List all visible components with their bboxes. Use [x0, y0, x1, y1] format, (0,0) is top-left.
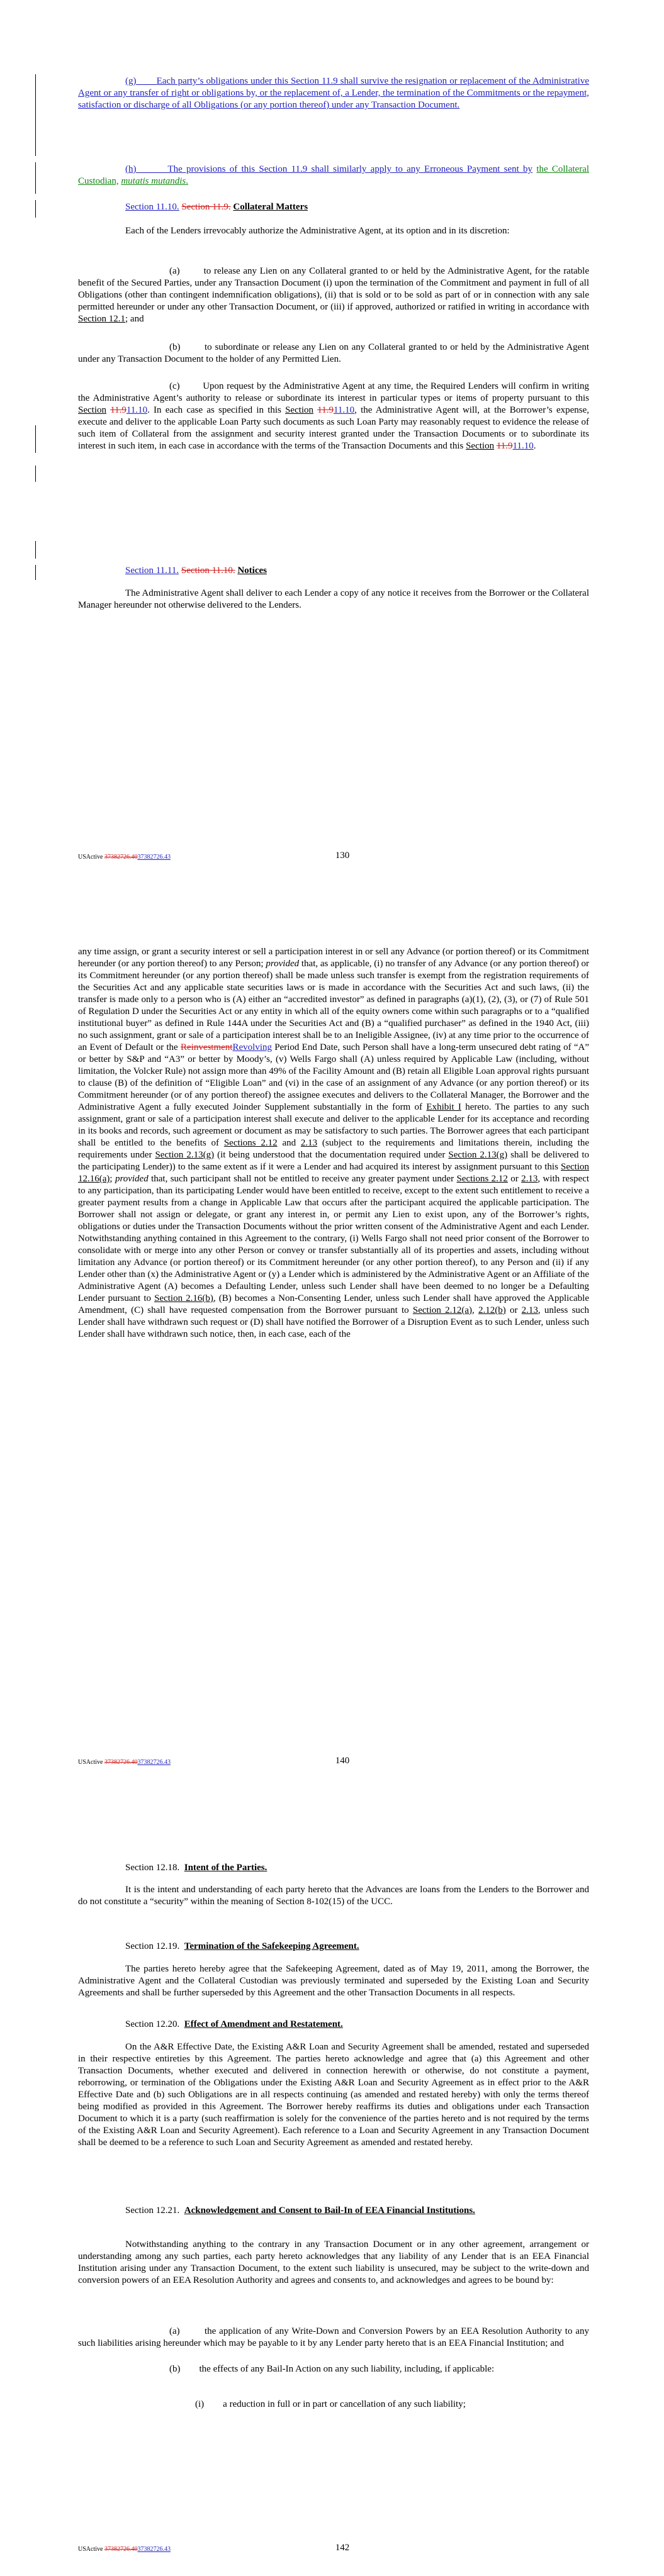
paragraph-12-21-b: (b) the effects of any Bail-In Action on any such liability, including, if applicable: — [169, 2364, 495, 2374]
paragraph-label: (c) — [169, 381, 180, 391]
section-reference: Section 12.16(a) — [78, 1162, 590, 1184]
section-title: Intent of the Parties. — [184, 1863, 267, 1873]
collateral-intro: Each of the Lenders irrevocably authorize the Administrative Agent, at its option and in its discretion: — [125, 226, 510, 236]
section-reference: Sections 2.12 — [456, 1174, 508, 1184]
inserted-text: the Collateral Custodian, — [78, 164, 590, 186]
change-bar — [35, 74, 36, 156]
paragraph-label: (b) — [169, 2364, 181, 2374]
change-bar — [35, 162, 36, 194]
section-reference: Section 12.1 — [78, 314, 125, 324]
section-title: Acknowledgement and Consent to Bail-In of EEA Financial Institutions. — [184, 2205, 475, 2216]
paragraph-h: (h) The provisions of this Section 11.9 shall similarly apply to any Erroneous Payment sent by the Collateral Custodian, mutatis mutandis. — [78, 164, 590, 186]
paragraph-g — [78, 75, 589, 111]
change-bar — [35, 565, 36, 580]
section-reference: 2.12(b) — [478, 1305, 506, 1315]
document-footer: USActive 37382726.4037382726.43 — [78, 2546, 171, 2553]
paragraph-text: The provisions of this Section 11.9 shall similarly apply to any Erroneous Payment sent by — [167, 164, 533, 174]
section-title: Effect of Amendment and Restatement. — [184, 2019, 343, 2029]
paragraph-b: (b) to subordinate or release any Lien on any Collateral granted to or held by the Administrative Agent under any Transaction Document to the holder of any Permitted Lien. — [78, 342, 589, 364]
section-number-old: Section 11.10. — [181, 566, 235, 576]
paragraph-c: (c) Upon request by the Administrative Agent at any time, the Required Lenders will confirm in writing the Administrative Agent’s authority to release or subordinate its interest in particular types or items of property pursuant to this Section 11.911.10. In each case as specified in this Section 11.911.10, the Administrative Agent will, at the Borrower’s expense, execute and deliver to the applicable Loan Party such documents as such Loan Party may reasonably request to evidence the release of such item of Collateral from the assignment and security interest granted under the Transaction Documents or to subordinate its interest in such item, in each case in accordance with the terms of the Transaction Documents and this Section 11.911.10. — [78, 381, 590, 451]
section-reference: 2.13 — [521, 1305, 538, 1315]
section-heading-12-20: Section 12.20. Effect of Amendment and Restatement. — [125, 2019, 343, 2029]
section-heading-12-21: Section 12.21. Acknowledgement and Consent to Bail-In of EEA Financial Institutions. — [125, 2205, 475, 2216]
change-bar — [35, 425, 36, 453]
page-number: 142 — [335, 2543, 350, 2553]
paragraph-label: (a) — [169, 266, 180, 276]
section-12-19-text: The parties hereto hereby agree that the Safekeeping Agreement, dated as of May 19, 2011, among the Borrower, the Administrative Agent and the Collateral Custodian was previously terminated and superseded by the Existing Loan and Security Agreements and shall be further superseded by this Agreement and the other Transaction Documents in all respects. — [78, 1964, 589, 1998]
inserted-text: mutatis mutandis — [121, 176, 186, 186]
paragraph-a: (a) to release any Lien on any Collateral granted to or held by the Administrative Agent, for the ratable benefit of the Secured Parties, under any Transaction Document (i) upon the termination of the Commitment and payment in full of all Obligations (other than contingent indemnification obligations), (ii) that is sold or to be sold as part of or in connection with any sale permitted hereunder or under any other Transaction Document, or (iii) if approved, authorized or ratified in writing in accordance with Section 12.1; and — [78, 266, 589, 324]
section-heading-12-18: Section 12.18. Intent of the Parties. — [125, 1863, 267, 1873]
section-12-20-text: On the A&R Effective Date, the Existing A&R Loan and Security Agreement shall be amended, restated and superseded in their respective entireties by this Agreement. The parties hereto acknowledge and agree that (a) this Agreement and other Transaction Documents, whether executed and delivered in connection herewith or otherwise, do not constitute a payment, reborrowing, or termination of the Obligations under the Existing A&R Loan and Security Agreement as in effect prior to the A&R Effective Date and (b) such Obligations are in all respects continuing (as amended and restated hereby) with only the terms thereof being modified as provided in this Agreement. The Borrower hereby reaffirms its duties and obligations under each Transaction Document to which it is a party (such reaffirmation is solely for the convenience of the parties hereto and is not required by the terms of the Existing A&R Loan and Security Agreement). Each reference to a Loan and Security Agreement in any Transaction Document shall be deemed to be a reference to such Loan and Security Agreement as amended and restated hereby. — [78, 2042, 589, 2148]
section-reference: Section 2.13(g) — [448, 1150, 508, 1160]
paragraph-label: (h) — [125, 164, 137, 174]
section-title: Collateral Matters — [233, 202, 308, 212]
section-reference: Section 2.12(a) — [412, 1305, 472, 1315]
document-footer: USActive 37382726.4037382726.43 — [78, 1759, 171, 1766]
paragraph-12-21-b-i: (i) a reduction in full or in part or cancellation of any such liability; — [195, 2399, 466, 2409]
page-number: 130 — [335, 850, 350, 861]
paragraph-12-21-a: (a) the application of any Write-Down and Conversion Powers by an EEA Resolution Authority to any such liabilities arising hereunder which may be payable to it by any Lender party hereto that is an EEA Financial Institution; and — [78, 2326, 590, 2348]
section-number-new: Section 11.10. — [125, 202, 179, 212]
section-reference: Section 2.16(b) — [154, 1293, 213, 1303]
section-heading-11-11 — [78, 565, 589, 577]
paragraph-text: Each party’s obligations under this Section 11.9 shall survive the resignation or replacement of the Administrative Agent or any transfer of right or obligations by, or the replacement of, a Lender, the termination of the Commitments or the repayment, satisfaction or discharge of all Obligations (or any portion thereof) under any Transaction Document. — [78, 76, 590, 110]
section-reference: 2.13 — [521, 1174, 538, 1184]
section-heading-11-10 — [78, 201, 589, 213]
change-bar — [35, 200, 36, 218]
section-reference: Section 2.13(g) — [155, 1150, 215, 1160]
section-number-old: Section 11.9. — [181, 202, 231, 212]
section-reference: Sections 2.12 — [223, 1138, 278, 1148]
paragraph-label: (a) — [169, 2326, 180, 2336]
notices-text: The Administrative Agent shall deliver to each Lender a copy of any notice it receives from the Borrower or the Collateral Manager hereunder not otherwise delivered to the Lenders. — [78, 588, 589, 610]
exhibit-reference: Exhibit I — [426, 1102, 461, 1112]
section-12-18-text: It is the intent and understanding of each party hereto that the Advances are loans from the Lenders to the Borrower and do not constitute a “security” within the meaning of Section 8-102(15) of the UCC. — [78, 1885, 589, 1907]
change-bar — [35, 466, 36, 482]
paragraph-label: (i) — [195, 2399, 205, 2409]
change-bar — [35, 541, 36, 559]
paragraph-label: (g) — [125, 76, 137, 86]
section-title: Termination of the Safekeeping Agreement. — [184, 1941, 359, 1951]
assignment-paragraph: any time assign, or grant a security interest or sell a participation interest in or sell any Advance (or portion thereof) or its Commitment hereunder (or any portion thereof) to any Person; provided that, as applicable, (i) no transfer of any Advance (or any portion thereof) or its Commitment hereunder (or any portion thereof) shall be made unless such transfer is exempt from the registration requirements of the Securities Act and any applicable state securities laws or is made in accordance with the Securities Act and such laws, (ii) the transfer is made only to a person who is (A) either an “accredited investor” as defined in paragraphs (a)(1), (2), (3), or (7) of Rule 501 of Regulation D under the Securities Act or any entity in which all of the equity owners come within such paragraphs or to a “qualified institutional buyer” as defined in Rule 144A under the Securities Act and (B) a “qualified purchaser” as defined in the 1940 Act, (iii) no such assignment, grant or sale of a participation interest shall be to an Ineligible Assignee, (iv) at any time prior to the occurrence of an Event of Default or the ReinvestmentRevolving Period End Date, such Person shall have a long-term unsecured debt rating of “A” or better by S&P and “A3” or better by Moody’s, (v) Wells Fargo shall (A) unless required by Applicable Law (including, without limitation, the Volcker Rule) not assign more than 49% of the Facility Amount and (B) retain all Eligible Loan approval rights pursuant to clause (B) of the definition of “Eligible Loan” and (vi) in the case of an assignment of any Advance (or any portion thereof) or its Commitment hereunder (or of any portion thereof) the assignee executes and delivers to the Collateral Manager, the Borrower and the Administrative Agent a fully executed Joinder Supplement substantially in the form of Exhibit I hereto. The parties to any such assignment, grant or sale of a participation interest shall execute and deliver to the applicable Lender for its acceptance and recording in its books and records, such agreement or document as may be satisfactory to such parties. The Borrower agrees that each participant shall be entitled to the benefits of Sections 2.12 and 2.13 (subject to the requirements and limitations therein, including the requirements under Section 2.13(g) (it being understood that the documentation required under Section 2.13(g) shall be delivered to the participating Lender)) to the same extent as if it were a Lender and had acquired its interest by assignment pursuant to this Section 12.16(a); provided that, such participant shall not be entitled to receive any greater payment under Sections 2.12 or 2.13, with respect to any participation, than its participating Lender would have been entitled to receive, except to the extent such entitlement to receive a greater payment results from a change in Applicable Law that occurs after the participant acquired the applicable participation. The Borrower shall not assign or delegate, or grant any interest in, or permit any Lien to exist upon, any of the Borrower’s rights, obligations or duties under the Transaction Documents without the prior written consent of the Administrative Agent and each Lender. Notwithstanding anything contained in this Agreement to the contrary, (i) Wells Fargo shall not need prior consent of the Borrower to consolidate with or merge into any other Person or convey or transfer substantially all of its properties and assets, including without limitation any Advance (or portion thereof) or its Commitment hereunder (or any other portion thereof), to any Person and (ii) if any Lender other than (x) the Administrative Agent or (y) a Lender which is administered by the Administrative Agent or an Affiliate of the Administrative Agent (A) becomes a Defaulting Lender, unless such Lender shall have been deemed to no longer be a Defaulting Lender pursuant to Section 2.16(b), (B) becomes a Non-Consenting Lender, unless such Lender shall have approved the Applicable Amendment, (C) shall have requested compensation from the Borrower pursuant to Section 2.12(a), 2.12(b) or 2.13, unless such Lender shall have withdrawn such request or (D) shall have notified the Borrower of a Disruption Event as to such Lender, unless such Lender shall have withdrawn such notice, then, in each case, each of the — [78, 947, 590, 1339]
page-number: 140 — [335, 1756, 350, 1766]
document-page-142 — [0, 1802, 664, 2576]
paragraph-label: (b) — [169, 342, 181, 352]
document-page-140 — [0, 906, 664, 1802]
section-number-new: Section 11.11. — [125, 566, 179, 576]
section-heading-12-19: Section 12.19. Termination of the Safekeeping Agreement. — [125, 1941, 359, 1951]
document-footer: USActive 37382726.4037382726.43 — [78, 854, 171, 861]
section-reference: 2.13 — [300, 1138, 318, 1148]
document-page-130 — [0, 0, 664, 906]
section-12-21-text: Notwithstanding anything to the contrary in any Transaction Document or in any other agreement, arrangement or understanding among any such parties, each party hereto acknowledges that any liability of any Lender that is an EEA Financial Institution arising under any Transaction Document, to the extent such liability is unsecured, may be subject to the write-down and conversion powers of an EEA Resolution Authority and agrees and consents to, and acknowledges and agrees to be bound by: — [78, 2239, 589, 2285]
section-title: Notices — [237, 566, 267, 576]
